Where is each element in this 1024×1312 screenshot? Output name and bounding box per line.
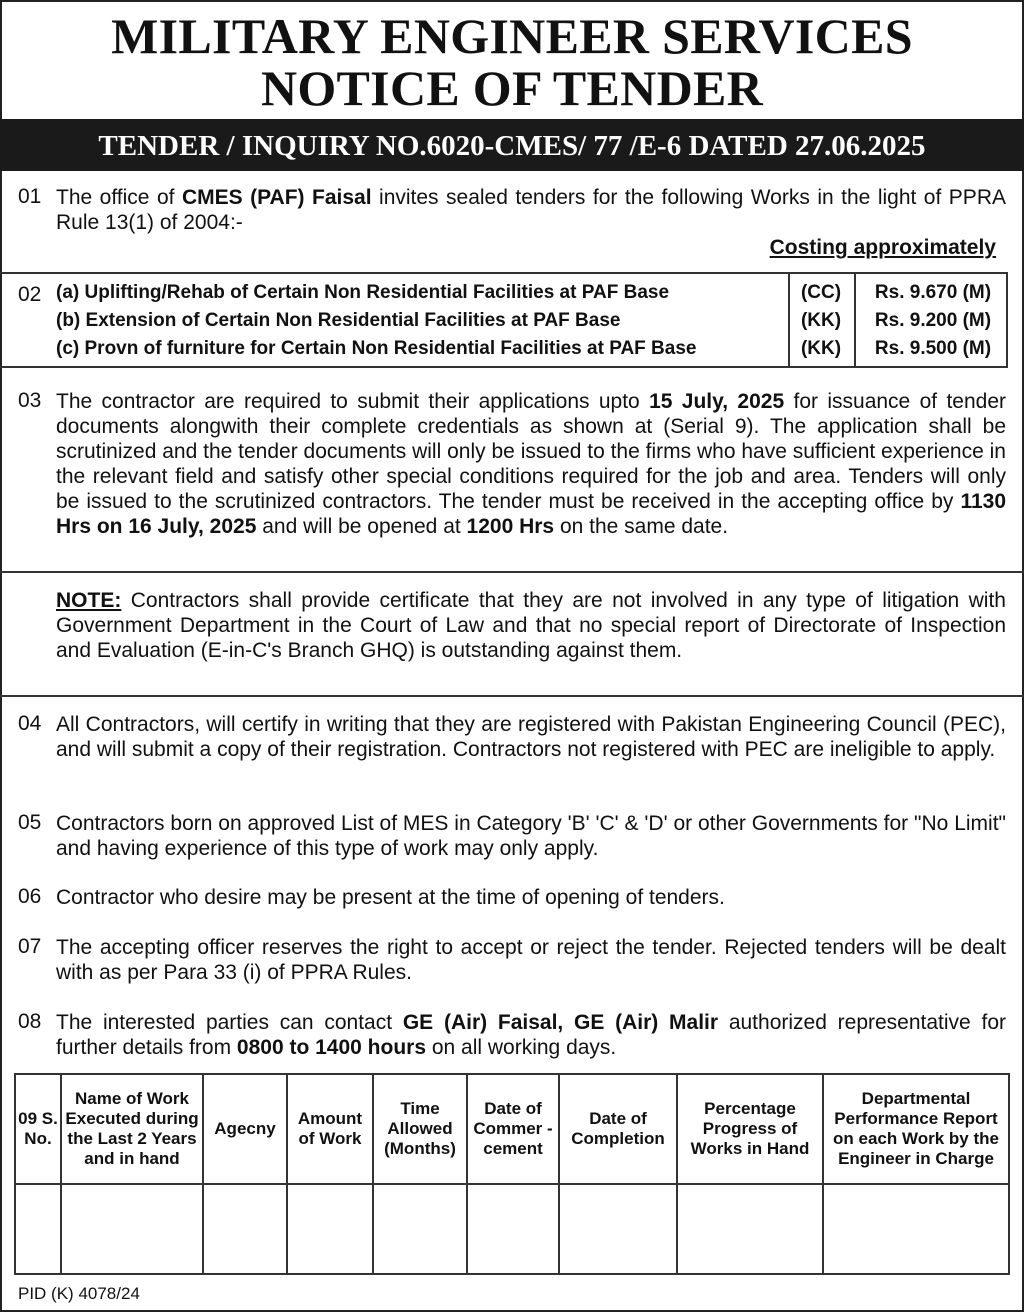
table-cell xyxy=(467,1184,559,1274)
para-number: 06 xyxy=(18,885,42,908)
table-cell xyxy=(823,1184,1009,1274)
col-header: Amount of Work xyxy=(287,1074,373,1184)
col-header: Date of Completion xyxy=(559,1074,677,1184)
divider xyxy=(854,274,856,366)
work-item-name: (c) Provn of furniture for Certain Non Residential Facilities at PAF Base xyxy=(56,338,697,359)
divider xyxy=(0,695,1024,697)
note-paragraph: NOTE: Contractors shall provide certificate that they are not involved in any type of litigation with Government Department in the Court of Law and that no special report of Directorate of Inspection and Evaluation (E-in-C's Branch GHQ) is outstanding against them. xyxy=(56,589,1006,662)
col-header: 09 S. No. xyxy=(15,1074,61,1184)
table-cell xyxy=(559,1184,677,1274)
table-cell xyxy=(677,1184,823,1274)
work-item-code: (KK) xyxy=(800,338,842,359)
para-08: The interested parties can contact GE (Air) Faisal, GE (Air) Malir authorized representative for further details from 0800 to 1400 hours on all working days. xyxy=(56,1011,1007,1059)
para-01: The office of CMES (PAF) Faisal invites sealed tenders for the following Works in the light of PPRA Rule 13(1) of 2004:- xyxy=(56,186,1006,234)
table-row xyxy=(15,1184,1009,1274)
para-number: 08 xyxy=(18,1010,42,1033)
divider xyxy=(0,571,1024,573)
col-header: Percentage Progress of Works in Hand xyxy=(677,1074,823,1184)
divider xyxy=(788,274,790,366)
pid-reference: PID (K) 4078/24 xyxy=(18,1284,140,1303)
para-04: All Contractors, will certify in writing that they are registered with Pakistan Engineering Council (PEC), and will submit a copy of their registration. Contractors not registered with PEC are ineligible to apply. xyxy=(56,713,1006,761)
credentials-table xyxy=(14,1073,1010,1275)
work-item-name: (b) Extension of Certain Non Residential Facilities at PAF Base xyxy=(56,310,621,331)
table-cell xyxy=(373,1184,467,1274)
para-03: The contractor are required to submit their applications upto 15 July, 2025 for issuance of tender documents alongwith their complete credentials as shown at (Serial 9). The application shall be scrutinized and the tender documents will only be issued to the firms who have sufficient experience in the relevant field and satisfy other special conditions required for the job and area. Tenders will only be issued to the scrutinized contractors. The tender must be received in the accepting office by 1130 Hrs on 16 July, 2025 and will be opened at 1200 Hrs on the same date. xyxy=(56,390,1006,538)
para-number: 07 xyxy=(18,935,42,958)
works-table xyxy=(0,272,1008,368)
table-cell xyxy=(287,1184,373,1274)
office-name: CMES (PAF) Faisal xyxy=(181,186,372,209)
col-header: Date of Commer -cement xyxy=(467,1074,559,1184)
para-06: Contractor who desire may be present at the time of opening of tenders. xyxy=(56,886,725,909)
table-cell xyxy=(61,1184,203,1274)
work-item-cost: Rs. 9.500 (M) xyxy=(874,338,992,359)
para-number: 05 xyxy=(18,811,42,834)
table-cell xyxy=(15,1184,61,1274)
table-cell xyxy=(203,1184,287,1274)
work-item-code: (KK) xyxy=(800,310,842,331)
note-label: NOTE: xyxy=(56,589,122,612)
para-number: 01 xyxy=(18,185,42,208)
header-title: MILITARY ENGINEER SERVICES xyxy=(111,8,913,64)
para-07: The accepting officer reserves the right to accept or reject the tender. Rejected tenders will be dealt with as per Para 33 (i) of PPRA Rules. xyxy=(56,936,1006,984)
work-item-code: (CC) xyxy=(800,282,842,303)
para-number: 04 xyxy=(18,712,42,735)
costing-heading: Costing approximately xyxy=(769,236,996,259)
header-subtitle: NOTICE OF TENDER xyxy=(260,60,764,116)
col-header: Name of Work Executed during the Last 2 Years and in hand xyxy=(61,1074,203,1184)
para-05: Contractors born on approved List of MES in Category 'B' 'C' & 'D' or other Governments for "No Limit" and having experience of this type of work may only apply. xyxy=(56,812,1006,860)
work-item-cost: Rs. 9.670 (M) xyxy=(874,282,992,303)
col-header: Departmental Performance Report on each Work by the Engineer in Charge xyxy=(823,1074,1009,1184)
work-item-name: (a) Uplifting/Rehab of Certain Non Residential Facilities at PAF Base xyxy=(56,282,670,303)
para-number: 03 xyxy=(18,389,42,412)
para-number: 02 xyxy=(18,283,42,306)
col-header: Time Allowed (Months) xyxy=(373,1074,467,1184)
tender-number-banner: TENDER / INQUIRY NO.6020-CMES/ 77 /E-6 DATED 27.06.2025 xyxy=(0,119,1024,171)
work-item-cost: Rs. 9.200 (M) xyxy=(874,310,992,331)
col-header: Agecny xyxy=(203,1074,287,1184)
